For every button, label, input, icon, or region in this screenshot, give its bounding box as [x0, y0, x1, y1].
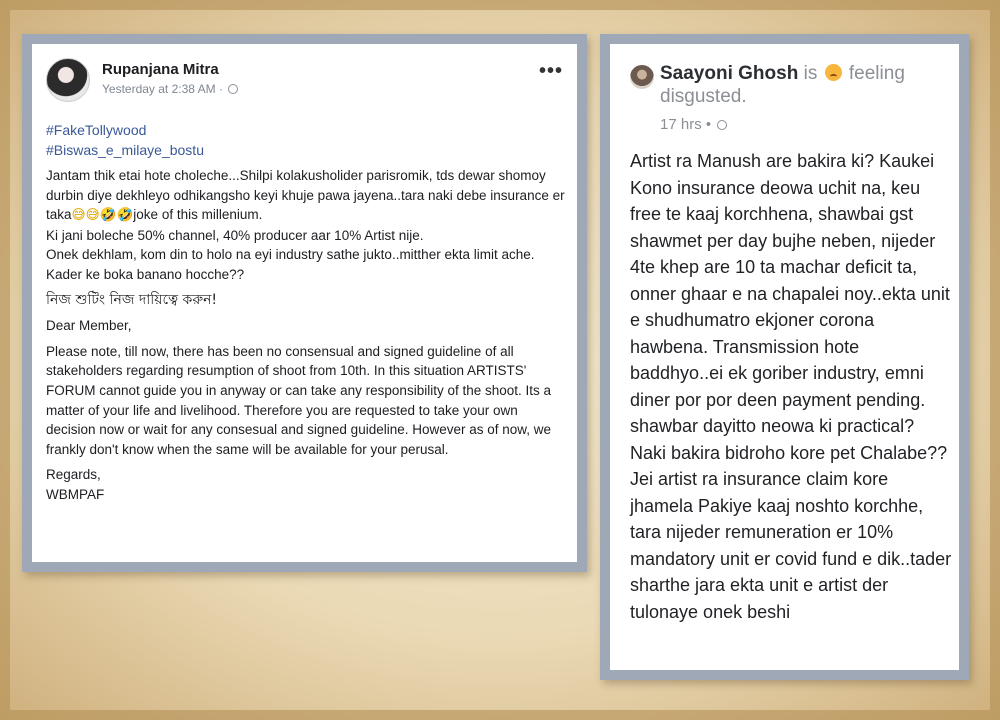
author-name[interactable]: Saayoni Ghosh [660, 63, 799, 84]
post-header [46, 58, 563, 114]
left-post-card [32, 44, 577, 562]
time-text[interactable]: 17 hrs [660, 116, 702, 133]
hashtag-list [46, 120, 563, 160]
disgusted-face-icon [825, 64, 842, 81]
closing-signature: Regards, WBMPAF [46, 467, 105, 502]
bengali-heading: নিজ শুটিং নিজ দায়িত্বে করুন! [46, 291, 218, 308]
paragraph-text: Jantam thik etai hote choleche...Shilpi kolakusholider parisromik, tds dewar shomoy durbin diye dekhleyo odhikangsho keyi khuje pawa jayena..tara naki debe insurance er taka [46, 168, 565, 223]
salutation: Dear Member, [46, 318, 132, 334]
avatar[interactable] [46, 58, 90, 102]
right-post-card [610, 44, 959, 670]
avatar[interactable] [630, 65, 654, 89]
more-options-icon[interactable]: ••• [538, 60, 563, 82]
is-text: is [803, 63, 818, 84]
feeling-text: feeling disgusted. [660, 63, 905, 107]
emoji-group: 😅😅🤣🤣 [71, 207, 134, 224]
post-timestamp[interactable] [102, 82, 238, 96]
globe-icon [717, 120, 727, 130]
meta-separator: • [705, 116, 712, 133]
meta-separator: · [218, 82, 223, 96]
post-paragraph [46, 166, 566, 285]
left-post-panel [22, 34, 587, 572]
paragraph-text-cont: joke of this millenium. Ki jani boleche 50% channel, 40% producer aar 10% Artist nije. Onek dekhlam, kom din to holo na eyi industry sathe jukto..mitther ekta limit ache. Kader ke boka banano hocche?? [46, 207, 535, 282]
hashtag-link[interactable]: #FakeTollywood [46, 122, 147, 138]
hashtag-link[interactable]: #Biswas_e_milaye_bostu [46, 142, 204, 158]
post-title [660, 62, 950, 108]
right-post-panel [600, 34, 969, 680]
author-name[interactable]: Rupanjana Mitra [102, 61, 219, 78]
post-time[interactable] [660, 116, 727, 133]
timestamp-text[interactable]: Yesterday at 2:38 AM [102, 82, 216, 96]
notice-paragraph: Please note, till now, there has been no consensual and signed guideline of all stakeholders regarding resumption of shoot from 10th. In this situation ARTISTS' FORUM cannot guide you in anyway or can take any responsibility of the shoot. Its a matter of your life and livelihood. Therefore you are requested to take your own decision now or wait for any consesual and signed guideline. However as of now, we frankly don't know when the same will be available for your perusal. [46, 343, 552, 457]
globe-icon [228, 84, 238, 94]
post-body [46, 166, 566, 511]
post-body: Artist ra Manush are bakira ki? Kaukei Kono insurance deowa uchit na, keu free te kaaj korchhena, shawbai gst shawmet per day bujhe neben, nijeder 4te khep are 10 ta machar deficit ta, onner ghaar e na chapalei noy..ekta unit e shudhumatro ekjoner corona hawbena. Transmission hote baddhyo..ei ek goriber industry, emni diner por por deen payment pending. shawbar dayitto neowa ki practical? Naki bakira bidroho kore pet Chalabe?? Jei artist ra insurance claim kore jhamela Pakiye kaaj noshto korchhe, tara nijeder remuneration er 10% mandatory unit er covid fund e dik..tader sharthe jara ekta unit e artist der tulonaye onek beshi [630, 151, 952, 622]
